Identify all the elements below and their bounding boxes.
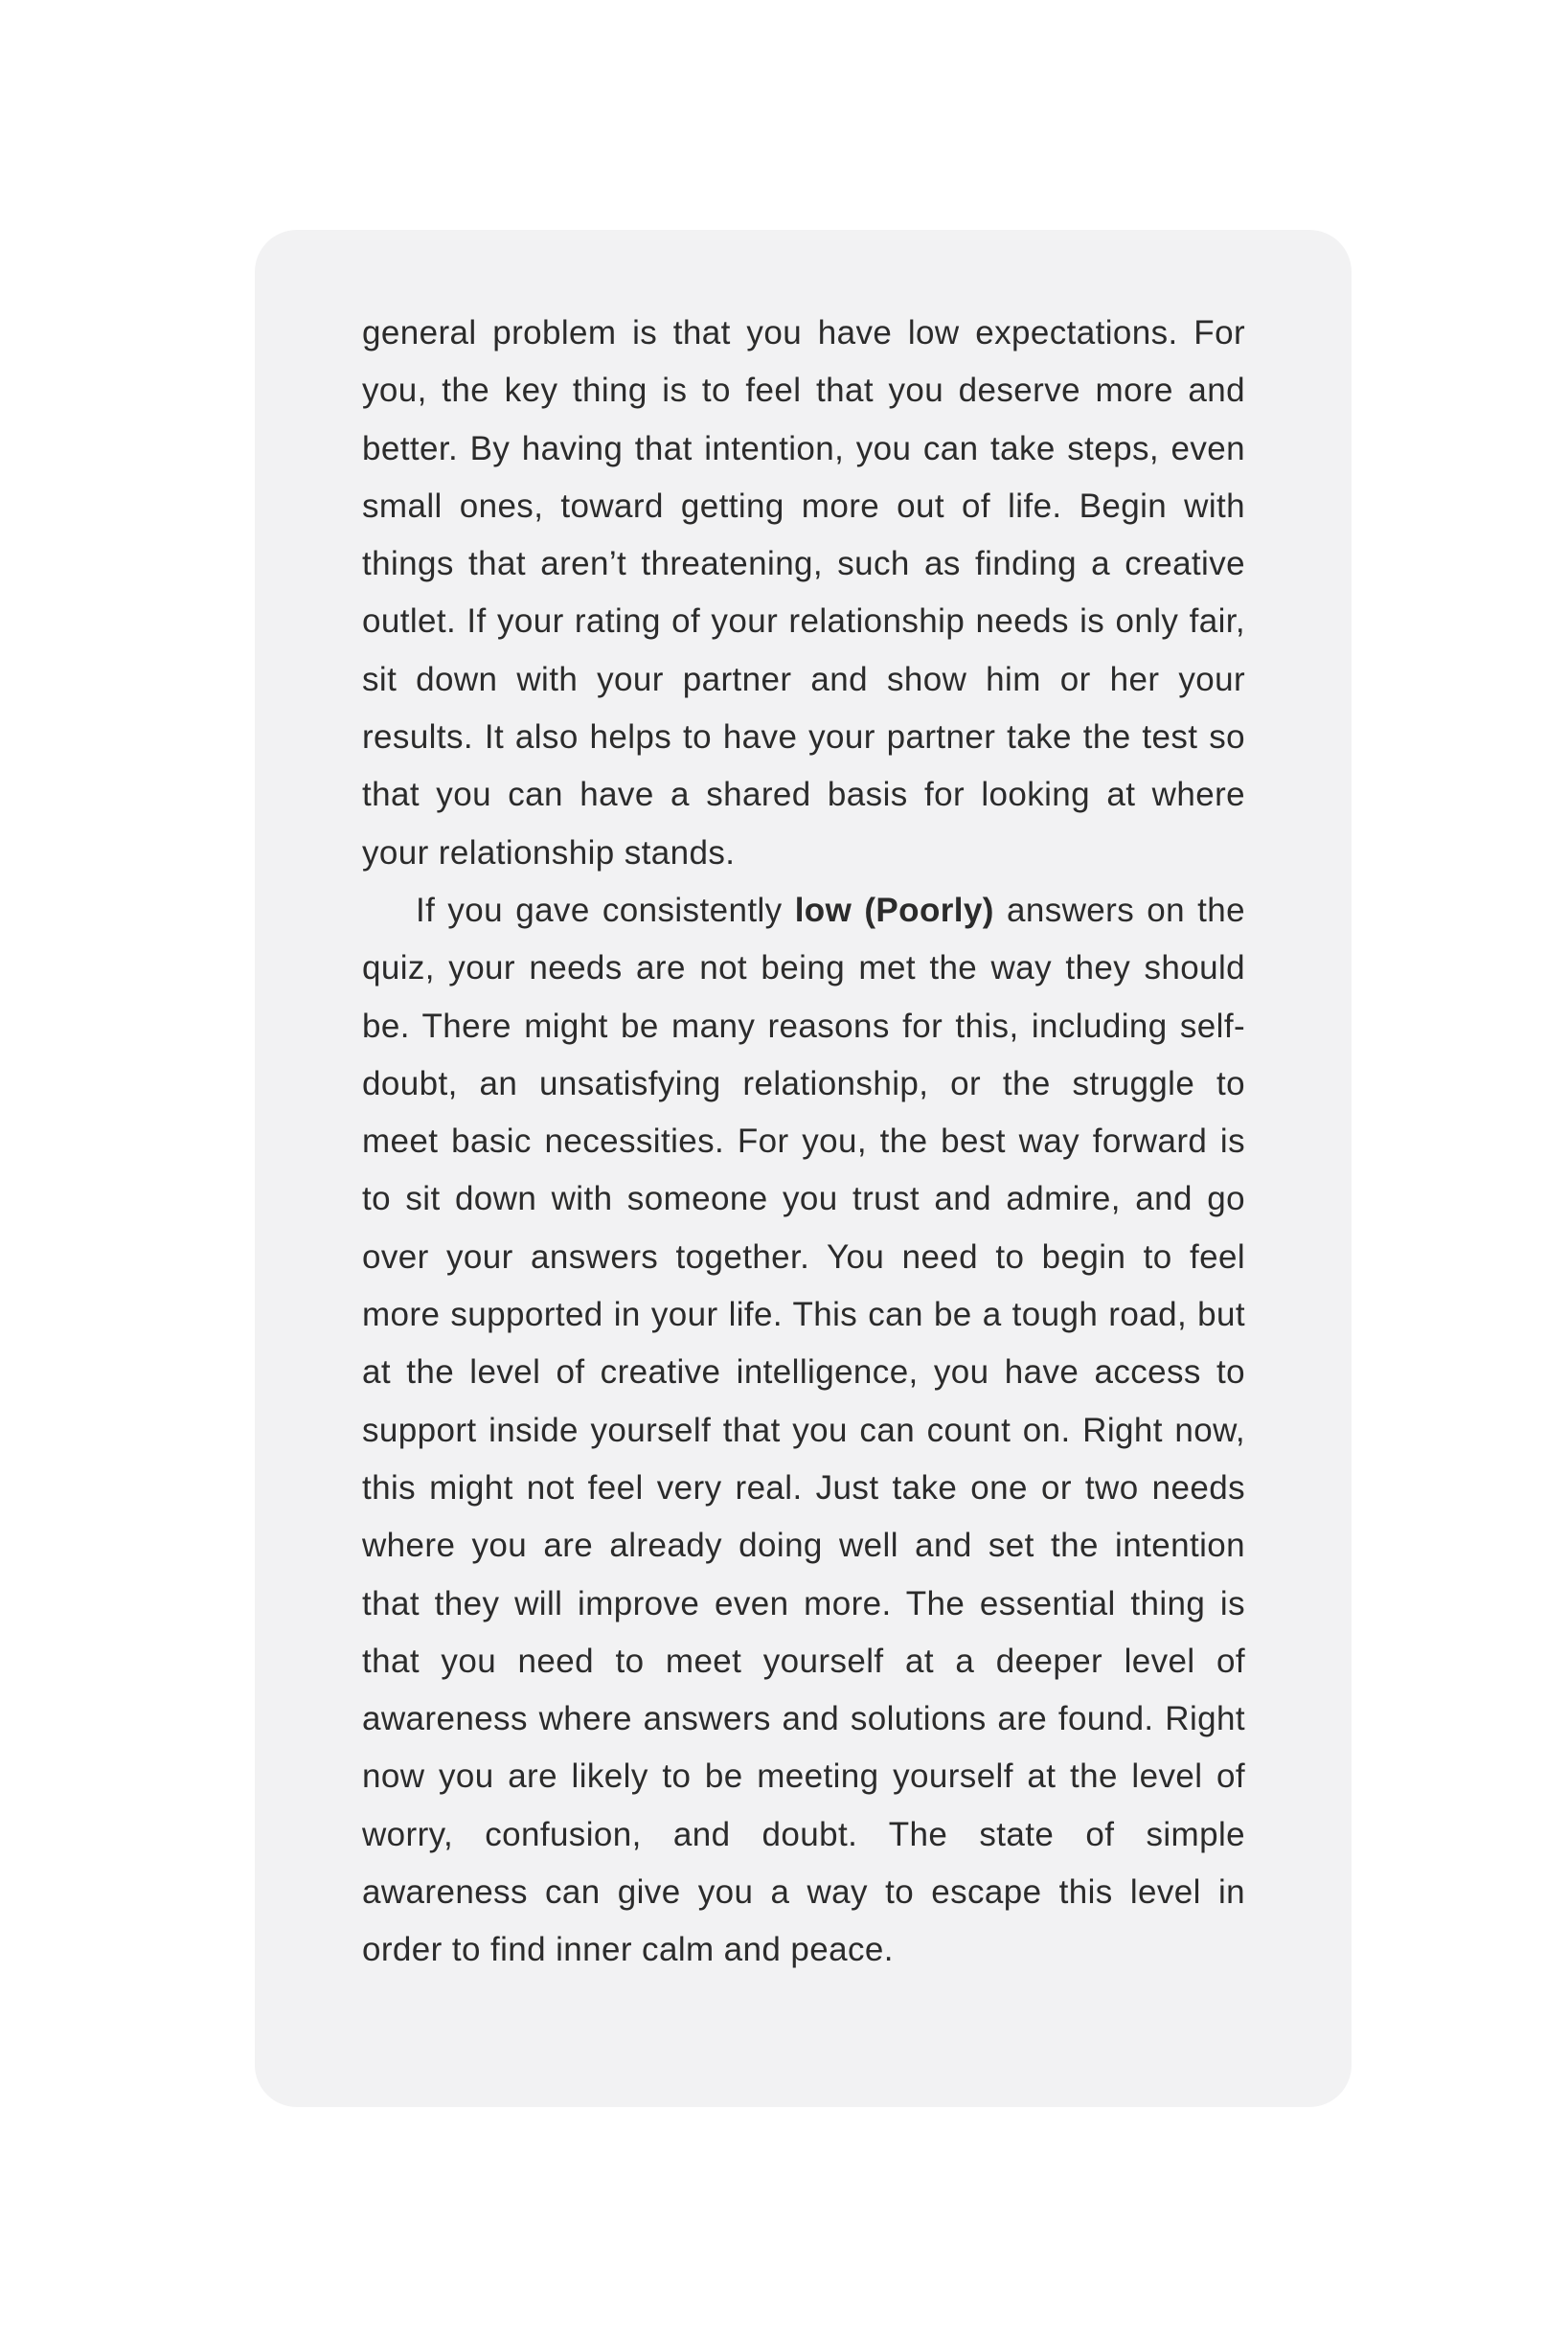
paragraph-1: general problem is that you have low expectations. For you, the key thing is to feel that you deserve more and better. By having that intention, you can take steps, even small ones, toward getting more out of life. Begin with things that aren’t threatening, such as finding a creative outlet. If your rating of your relationship needs is only fair, sit down with your partner and show him or her your results. It also helps to have your partner take the test so that you can have a shared basis for looking at where your relationship stands. [362,314,1245,872]
paragraph-2-before: If you gave consistently [416,891,795,929]
paragraph-2-after: answers on the quiz, your needs are not being met the way they should be. There might be many reasons for this, including self-doubt, an unsatisfying relationship, or the struggle to meet basic necessities. For you, the best way forward is to sit down with someone you trust and admire, and go over your answers together. You need to begin to feel more supported in your life. This can be a tough road, but at the level of creative intelligence, you have access to support inside yourself that you can count on. Right now, this might not feel very real. Just take one or two needs where you are already doing well and set the intention that they will improve even more. The essential thing is that you need to meet yourself at a deeper level of awareness where answers and solutions are found. Right now you are likely to be meeting yourself at the level of worry, confusion, and doubt. The state of simple awareness can give you a way to escape this level in order to find inner calm and peace. [362,891,1246,1969]
paragraph-2 [362,882,1245,1980]
body-text [362,305,1245,1980]
text-card [255,230,1352,2107]
emphasis-low-poorly: low (Poorly) [794,891,994,929]
